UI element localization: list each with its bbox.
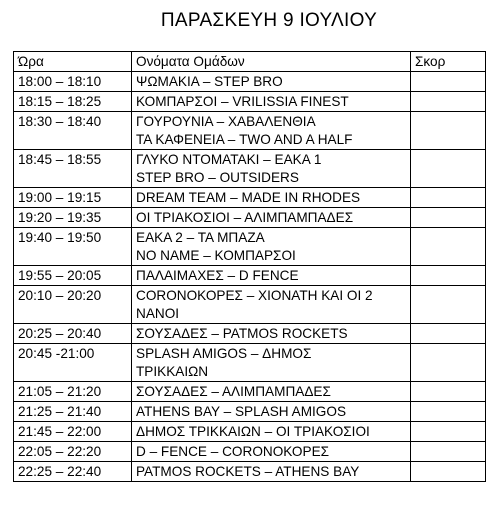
match-line: ΚΟΜΠΑΡΣΟΙ – VRILISSIA FINEST	[136, 94, 349, 109]
table-row	[14, 92, 486, 112]
match-line: SPLASH AMIGOS – ΔΗΜΟΣ	[136, 346, 312, 361]
match-line: NO NAME – ΚΟΜΠΑΡΣΟΙ	[136, 248, 296, 263]
schedule-table	[13, 51, 486, 482]
teams-cell	[132, 208, 411, 228]
time-cell: 19:20 – 19:35	[14, 208, 132, 228]
score-cell[interactable]	[411, 72, 486, 92]
table-row	[14, 462, 486, 482]
time-cell: 21:25 – 21:40	[14, 402, 132, 422]
table-row	[14, 324, 486, 344]
match-line: ΠΑΛΑΙΜΑΧΕΣ – D FENCE	[136, 268, 299, 283]
table-row	[14, 266, 486, 286]
time-cell: 22:05 – 22:20	[14, 442, 132, 462]
teams-cell	[132, 442, 411, 462]
score-cell[interactable]	[411, 228, 486, 266]
teams-cell	[132, 344, 411, 382]
match-line: ΤΡΙΚΚΑΙΩΝ	[136, 364, 209, 379]
score-cell[interactable]	[411, 462, 486, 482]
match-line: STEP BRO – OUTSIDERS	[136, 170, 299, 185]
table-row	[14, 228, 486, 266]
page-title: ΠΑΡΑΣΚΕΥΗ 9 ΙΟΥΛΙΟΥ	[160, 10, 378, 31]
score-cell[interactable]	[411, 208, 486, 228]
score-cell[interactable]	[411, 402, 486, 422]
teams-column-header: Ονόματα Ομάδων	[132, 52, 411, 72]
teams-cell	[132, 92, 411, 112]
score-cell[interactable]	[411, 344, 486, 382]
table-row	[14, 442, 486, 462]
match-line: ΟΙ ΤΡΙΑΚΟΣΙΟΙ – ΑΛΙΜΠΑΜΠΑΔΕΣ	[136, 210, 354, 225]
time-cell: 18:30 – 18:40	[14, 112, 132, 150]
teams-cell	[132, 286, 411, 324]
match-line: PATMOS ROCKETS – ATHENS BAY	[136, 464, 360, 479]
match-line: ΔΗΜΟΣ ΤΡΙΚΚΑΙΩΝ – ΟΙ ΤΡΙΑΚΟΣΙΟΙ	[136, 424, 370, 439]
time-cell: 18:15 – 18:25	[14, 92, 132, 112]
match-line: ΓΟΥΡΟΥΝΙΑ – ΧΑΒΑΛΕΝΘΙΑ	[136, 114, 316, 129]
table-row	[14, 188, 486, 208]
time-cell: 21:45 – 22:00	[14, 422, 132, 442]
teams-cell	[132, 188, 411, 208]
time-cell: 20:25 – 20:40	[14, 324, 132, 344]
time-column-header: Ώρα	[14, 52, 132, 72]
match-line: DREAM TEAM – MADE IN RHODES	[136, 190, 361, 205]
match-line: ΝΑΝΟΙ	[136, 306, 180, 321]
teams-cell	[132, 382, 411, 402]
score-cell[interactable]	[411, 286, 486, 324]
score-cell[interactable]	[411, 92, 486, 112]
time-cell: 19:00 – 19:15	[14, 188, 132, 208]
time-cell: 19:40 – 19:50	[14, 228, 132, 266]
table-row	[14, 150, 486, 188]
score-cell[interactable]	[411, 324, 486, 344]
teams-cell	[132, 150, 411, 188]
match-line: D – FENCE – CORONOΚΟΡΕΣ	[136, 444, 330, 459]
table-row	[14, 344, 486, 382]
time-cell: 19:55 – 20:05	[14, 266, 132, 286]
score-cell[interactable]	[411, 442, 486, 462]
score-cell[interactable]	[411, 150, 486, 188]
match-line: ΓΛΥΚΟ ΝΤΟΜΑΤΑΚΙ – ΕΑΚΑ 1	[136, 152, 322, 167]
teams-cell	[132, 462, 411, 482]
teams-cell	[132, 228, 411, 266]
table-row	[14, 382, 486, 402]
header-row	[14, 52, 486, 72]
time-cell: 22:25 – 22:40	[14, 462, 132, 482]
match-line: ATHENS BAY – SPLASH AMIGOS	[136, 404, 347, 419]
teams-cell	[132, 72, 411, 92]
time-cell: 18:00 – 18:10	[14, 72, 132, 92]
table-row	[14, 286, 486, 324]
match-line: CORONOΚΟΡΕΣ – ΧΙΟΝΑΤΗ ΚΑΙ ΟΙ 2	[136, 288, 373, 303]
match-line: ΕΑΚΑ 2 – ΤΑ ΜΠΑΖΑ	[136, 230, 265, 245]
match-line: ΨΩΜΑΚΙΑ – STEP BRO	[136, 74, 283, 89]
match-line: ΤΑ ΚΑΦΕΝΕΙΑ – TWO AND A HALF	[136, 132, 353, 147]
teams-cell	[132, 324, 411, 344]
time-cell: 20:45 -21:00	[14, 344, 132, 382]
table-row	[14, 72, 486, 92]
teams-cell	[132, 112, 411, 150]
match-line: ΣΟΥΣΑΔΕΣ – ΑΛΙΜΠΑΜΠΑΔΕΣ	[136, 384, 331, 399]
score-column-header: Σκορ	[411, 52, 486, 72]
table-row	[14, 208, 486, 228]
score-cell[interactable]	[411, 382, 486, 402]
teams-cell	[132, 422, 411, 442]
table-row	[14, 422, 486, 442]
table-row	[14, 112, 486, 150]
score-cell[interactable]	[411, 266, 486, 286]
teams-cell	[132, 402, 411, 422]
time-cell: 21:05 – 21:20	[14, 382, 132, 402]
time-cell: 18:45 – 18:55	[14, 150, 132, 188]
score-cell[interactable]	[411, 112, 486, 150]
table-row	[14, 402, 486, 422]
score-cell[interactable]	[411, 422, 486, 442]
time-cell: 20:10 – 20:20	[14, 286, 132, 324]
score-cell[interactable]	[411, 188, 486, 208]
match-line: ΣΟΥΣΑΔΕΣ – PATMOS ROCKETS	[136, 326, 348, 341]
schedule-body	[14, 72, 486, 482]
teams-cell	[132, 266, 411, 286]
